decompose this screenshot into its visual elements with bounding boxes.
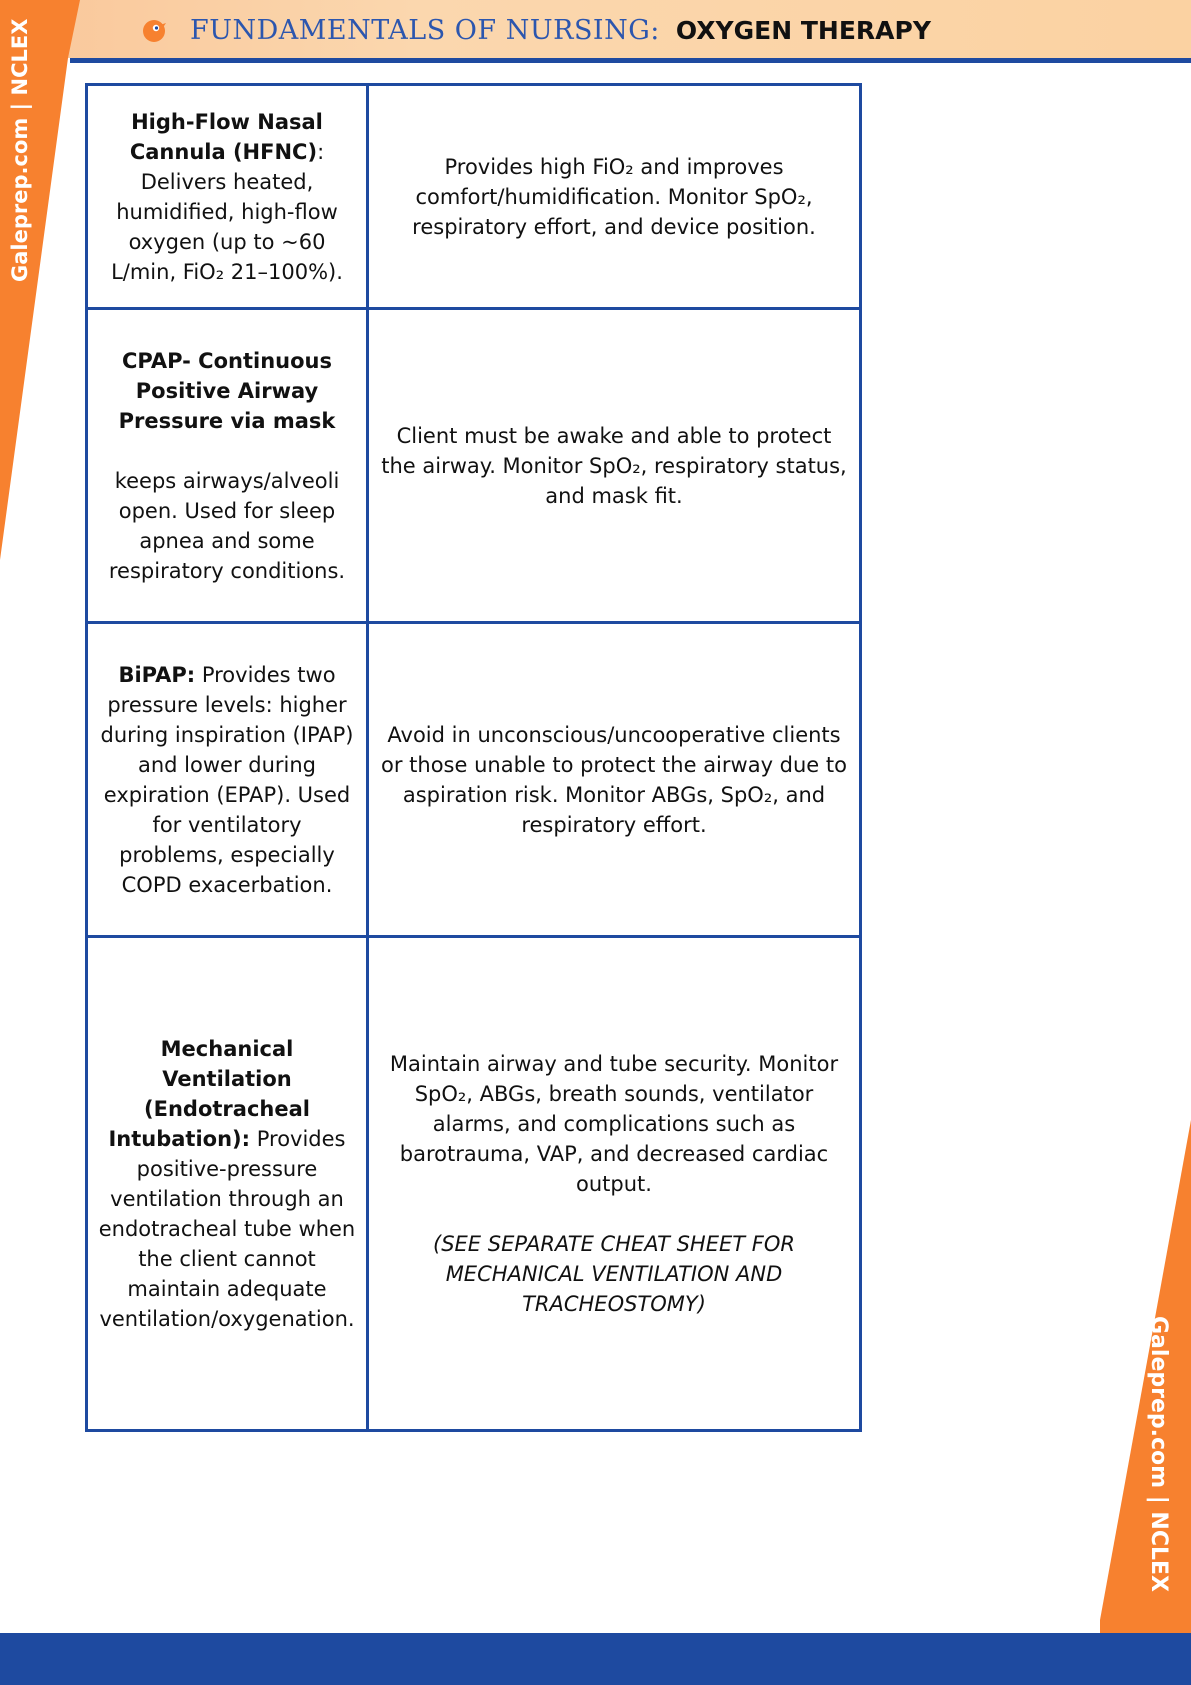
bird-logo-icon — [140, 16, 168, 44]
oxygen-therapy-table — [85, 83, 862, 1432]
cheat-sheet-note: (SEE SEPARATE CHEAT SHEET FOR MECHANICAL VENTILATION AND TRACHEOSTOMY) — [433, 1231, 795, 1316]
header-underline — [70, 58, 1191, 63]
watermark-right: Galeprep.com | NCLEX — [1146, 1316, 1171, 1592]
device-definition: Delivers heated, humidified, high-flow oxygen (up to ~60 L/min, FiO₂ 21–100%). — [111, 169, 343, 284]
device-definition: Provides two pressure levels: higher during inspiration (IPAP) and lower during expiration (EPAP). Used for ventilatory problems, especially COPD exacerbation. — [100, 662, 354, 897]
watermark-left: Galeprep.com | NCLEX — [8, 18, 32, 282]
device-cell — [87, 937, 368, 1431]
spacer — [98, 436, 356, 466]
device-term: BiPAP: — [118, 662, 196, 687]
page-title — [140, 12, 931, 48]
term-suffix: : — [317, 139, 325, 164]
device-definition: keeps airways/alveoli open. Used for sleep apnea and some respiratory conditions. — [108, 468, 346, 583]
title-topic: OXYGEN THERAPY — [675, 15, 931, 45]
table-row — [87, 309, 861, 623]
spacer — [379, 1199, 849, 1229]
device-term: High-Flow Nasal Cannula (HFNC) — [129, 109, 323, 164]
title-main: FUNDAMENTALS OF NURSING: — [190, 14, 660, 46]
nursing-text: Client must be awake and able to protect the airway. Monitor SpO₂, respiratory status, and mask fit. — [381, 423, 847, 508]
device-cell — [87, 623, 368, 937]
device-definition: Provides positive-pressure ventilation through an endotracheal tube when the client cannot maintain adequate ventilation/oxygenation. — [98, 1126, 356, 1331]
nursing-text: Maintain airway and tube security. Monitor SpO₂, ABGs, breath sounds, ventilator alarms, and complications such as barotrauma, VAP, and decreased cardiac output. — [389, 1051, 839, 1196]
nursing-cell — [368, 85, 861, 309]
device-cell — [87, 309, 368, 623]
nursing-cell — [368, 309, 861, 623]
nursing-cell — [368, 623, 861, 937]
device-term: CPAP- Continuous Positive Airway Pressure via mask — [118, 348, 336, 433]
nursing-cell — [368, 937, 861, 1431]
nursing-text: Avoid in unconscious/uncooperative clients or those unable to protect the airway due to aspiration risk. Monitor ABGs, SpO₂, and respiratory effort. — [381, 722, 847, 837]
nursing-text: Provides high FiO₂ and improves comfort/humidification. Monitor SpO₂, respiratory effort, and device position. — [412, 154, 816, 239]
device-term: Mechanical Ventilation (Endotracheal Intubation): — [108, 1036, 310, 1151]
device-cell — [87, 85, 368, 309]
table-row — [87, 623, 861, 937]
table-row — [87, 85, 861, 309]
footer-band — [0, 1633, 1191, 1685]
table-row — [87, 937, 861, 1431]
